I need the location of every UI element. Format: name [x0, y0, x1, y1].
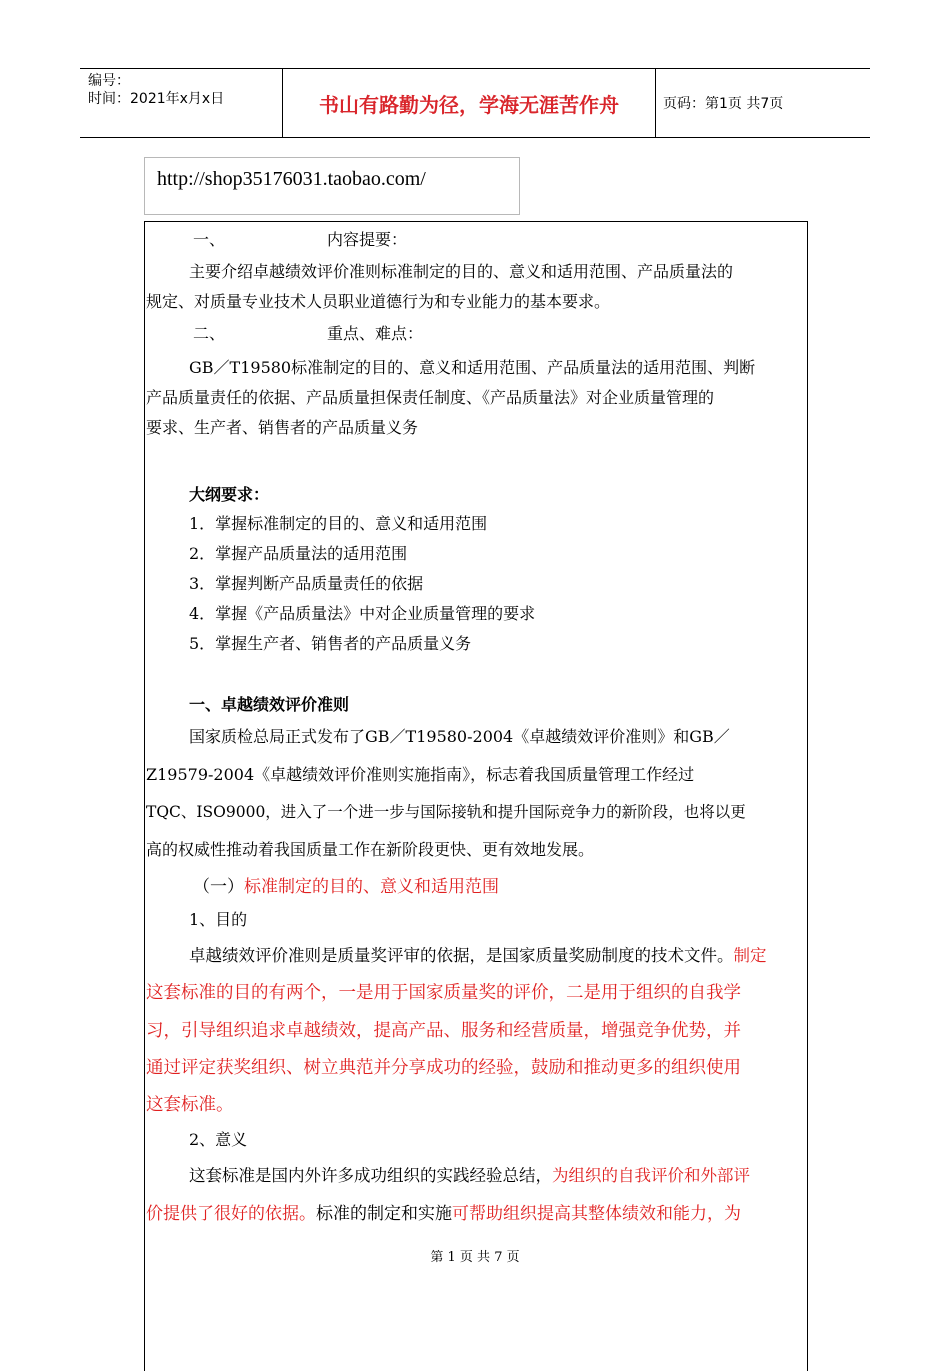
meaning-text-highlight: 为组织的自我评价和外部评: [552, 1166, 750, 1185]
outline-item: 3．掌握判断产品质量责任的依据: [189, 574, 424, 593]
part1-line: 国家质检总局正式发布了GB／T19580-2004《卓越绩效评价准则》和GB／: [189, 727, 730, 746]
purpose-line-highlight: 习，引导组织追求卓越绩效，提高产品、服务和经营质量，增强竞争优势，并: [146, 1021, 741, 1041]
shop-url[interactable]: http://shop35176031.taobao.com/: [157, 168, 426, 190]
meaning-line: [189, 1162, 750, 1186]
section1-number: 一、: [193, 230, 226, 249]
item-purpose: 1、目的: [189, 910, 248, 929]
part1-line: TQC、ISO9000，进入了一个进一步与国际接轨和提升国际竞争力的新阶段，也将以更: [146, 803, 746, 821]
section1-line: 主要介绍卓越绩效评价准则标准制定的目的、意义和适用范围、产品质量法的: [189, 262, 734, 281]
section2-number: 二、: [193, 324, 226, 343]
meaning-text-highlight: 可帮助组织提高其整体绩效和能力，为: [452, 1204, 741, 1224]
section2-line: GB／T19580标准制定的目的、意义和适用范围、产品质量法的适用范围、判断: [189, 358, 756, 377]
section2-line: 要求、生产者、销售者的产品质量义务: [146, 418, 419, 437]
sub1-prefix: （一）: [193, 877, 244, 897]
outline-heading: 大纲要求：: [189, 485, 270, 504]
part1-line: 高的权威性推动着我国质量工作在新阶段更快、更有效地发展。: [146, 840, 595, 859]
meaning-text: 这套标准是国内外许多成功组织的实践经验总结，: [189, 1166, 552, 1185]
purpose-text-highlight: 制定: [733, 946, 767, 965]
part1-heading: 一、卓越绩效评价准则: [189, 695, 350, 714]
item-meaning: 2、意义: [189, 1130, 248, 1149]
purpose-text: 卓越绩效评价准则是质量奖评审的依据，是国家质量奖励制度的技术文件。: [189, 946, 734, 965]
section2-heading: 重点、难点：: [327, 324, 424, 343]
purpose-line-highlight: 通过评定获奖组织、树立典范并分享成功的经验，鼓励和推动更多的组织使用: [146, 1058, 741, 1078]
page-footer: 第 1 页 共 7 页: [430, 1250, 520, 1265]
header-meta: [80, 69, 282, 137]
outline-item: 1．掌握标准制定的目的、意义和适用范围: [189, 514, 488, 533]
document-header: [80, 68, 870, 138]
meaning-text: 标准的制定和实施: [316, 1204, 452, 1224]
content-box: [144, 221, 808, 1371]
outline-item: 5．掌握生产者、销售者的产品质量义务: [189, 634, 472, 653]
sub1-heading: [193, 872, 499, 897]
header-page-code: 页码：第1页 共7页: [663, 96, 784, 112]
sub1-title: 标准制定的目的、意义和适用范围: [244, 877, 499, 897]
number-label: 编号：: [88, 73, 130, 89]
part1-line: Z19579-2004《卓越绩效评价准则实施指南》，标志着我国质量管理工作经过: [146, 765, 695, 784]
meaning-text-highlight: 价提供了很好的依据。: [146, 1204, 316, 1224]
meaning-line: [146, 1199, 741, 1224]
header-motto: 书山有路勤为径，学海无涯苦作舟: [282, 69, 656, 137]
section1-line: 规定、对质量专业技术人员职业道德行为和专业能力的基本要求。: [146, 292, 611, 311]
outline-item: 4．掌握《产品质量法》中对企业质量管理的要求: [189, 604, 536, 623]
outline-item: 2．掌握产品质量法的适用范围: [189, 544, 408, 563]
url-box: [144, 157, 520, 215]
time-label: 时间：2021年x月x日: [88, 91, 225, 107]
purpose-line-highlight: 这套标准。: [146, 1095, 234, 1115]
section2-line: 产品质量责任的依据、产品质量担保责任制度、《产品质量法》对企业质量管理的: [146, 388, 715, 407]
purpose-line: [189, 942, 767, 966]
section1-heading: 内容提要：: [327, 230, 408, 249]
purpose-line-highlight: 这套标准的目的有两个，一是用于国家质量奖的评价，二是用于组织的自我学: [146, 983, 741, 1003]
